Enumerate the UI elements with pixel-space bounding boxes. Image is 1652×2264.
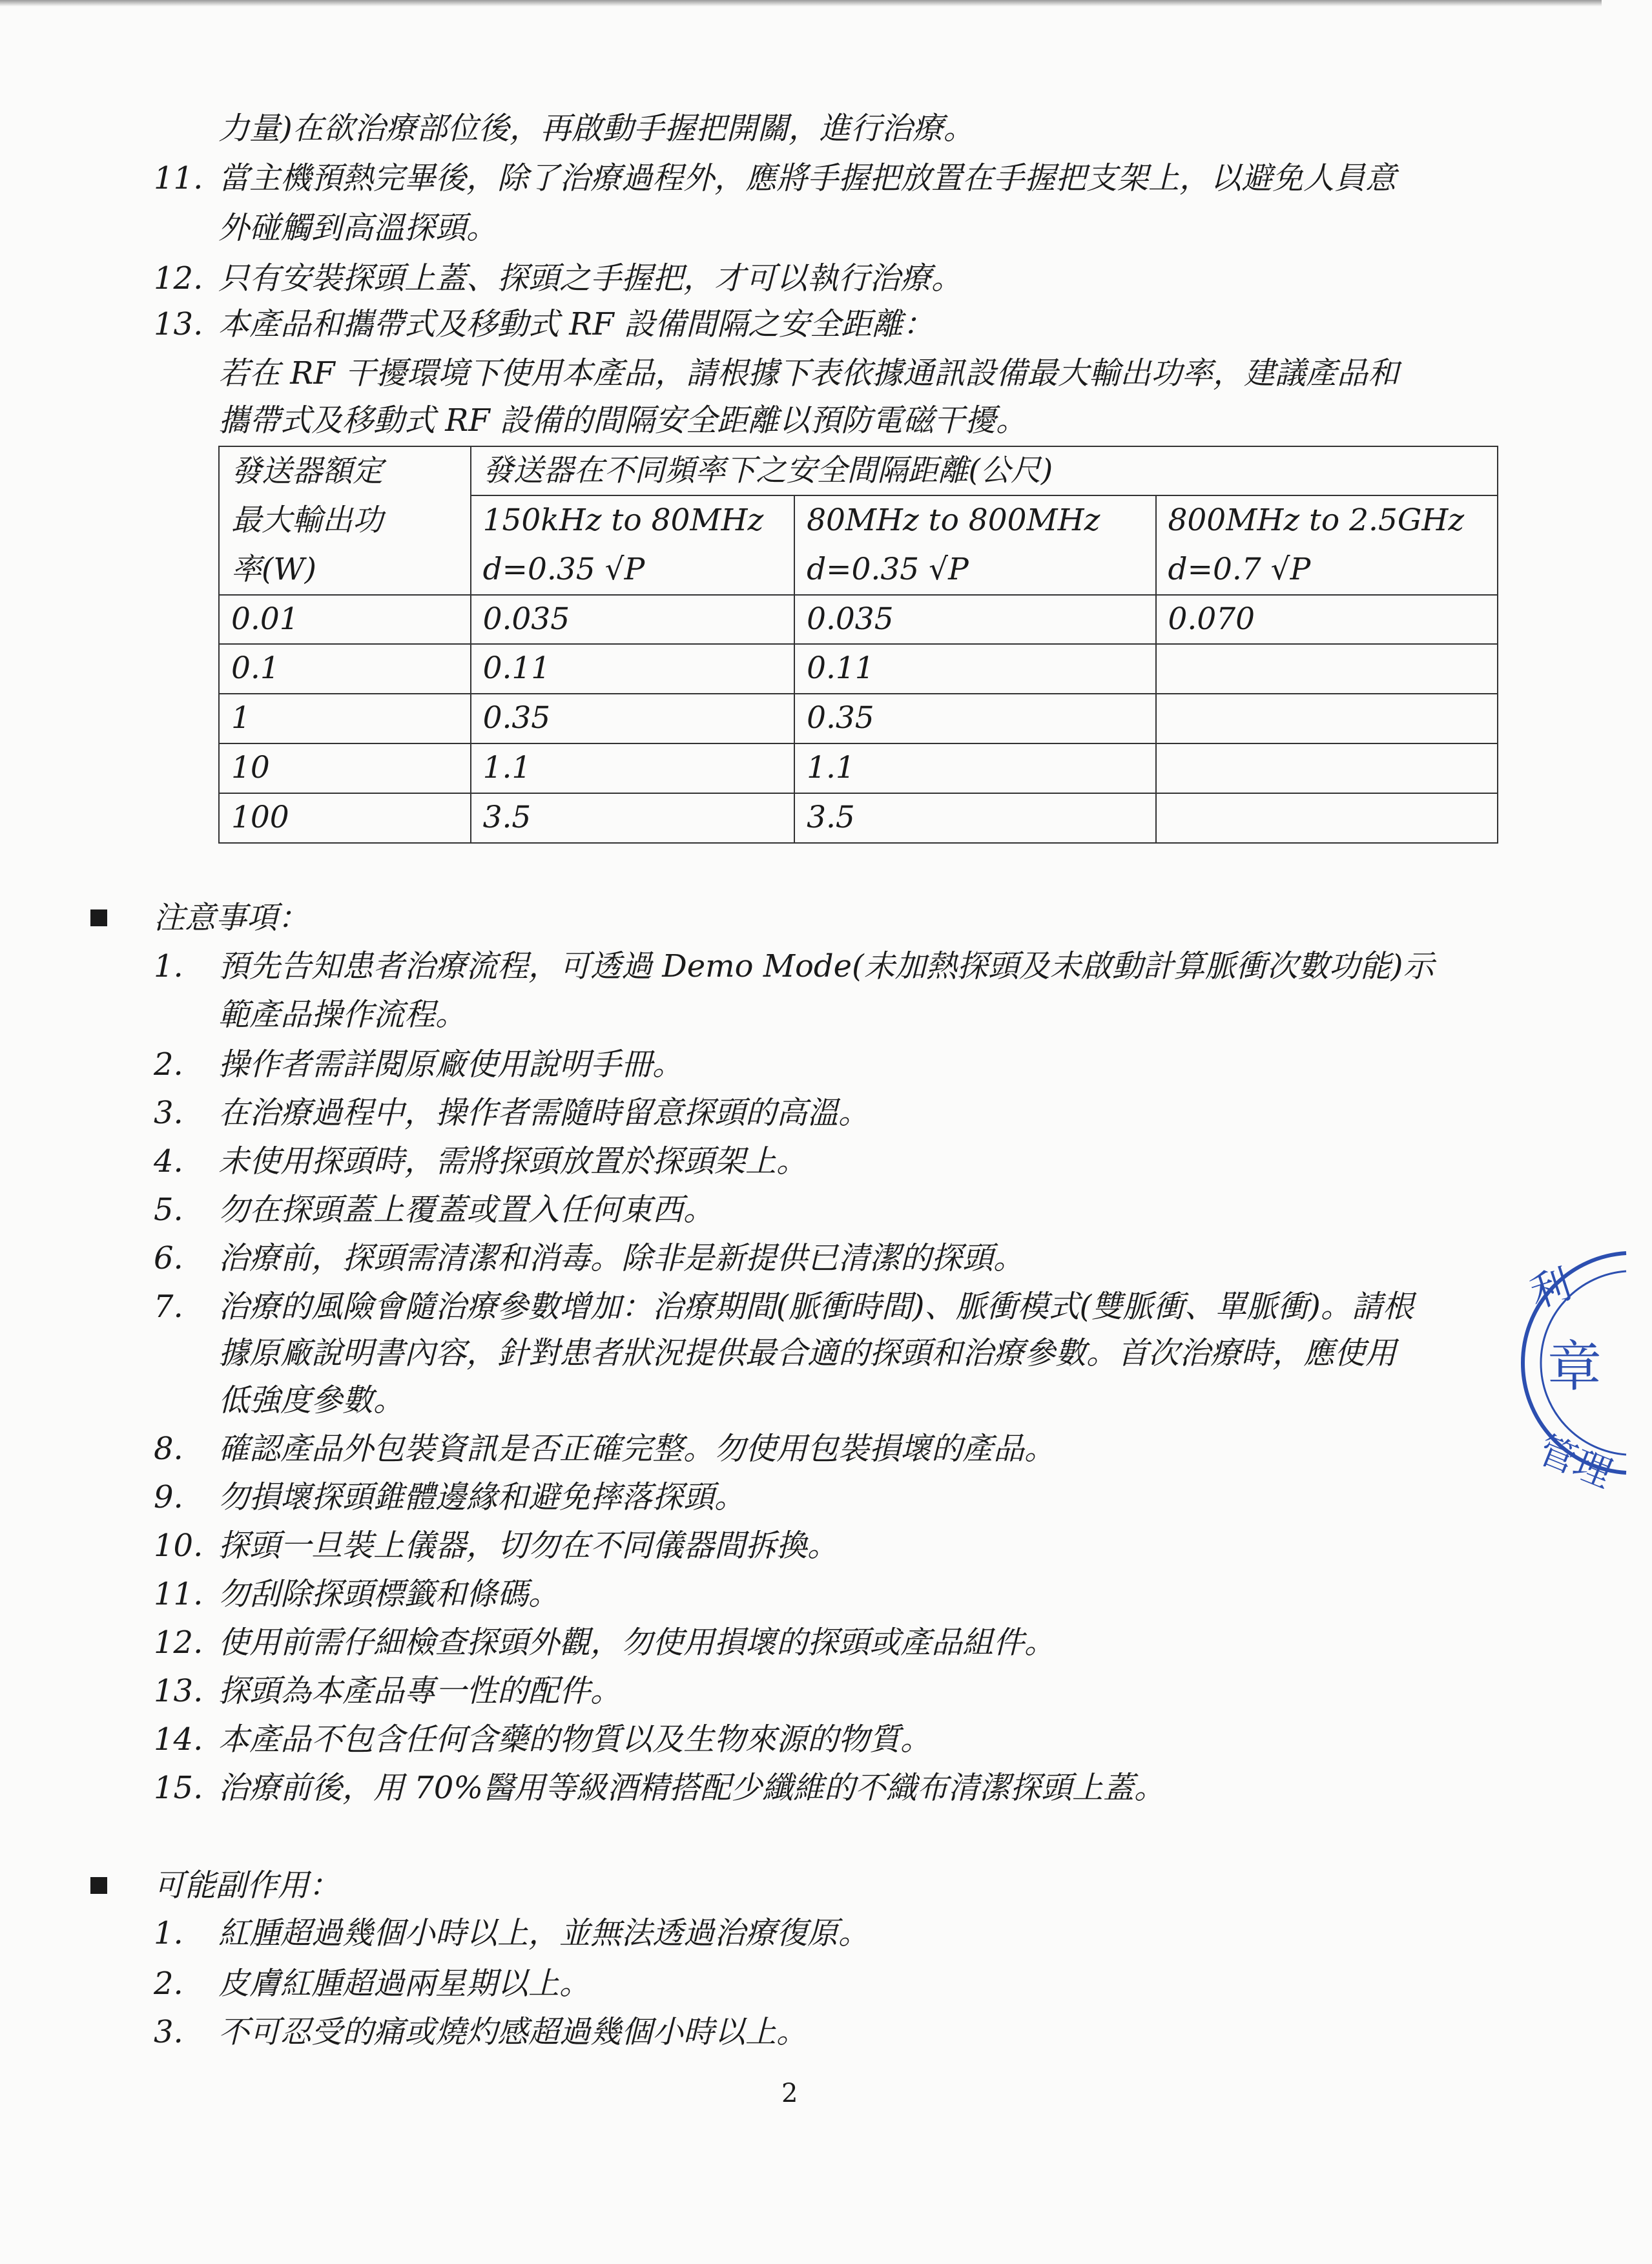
item-text: 操作者需詳閱原廠使用說明手冊。 [218, 1046, 684, 1083]
page-number: 2 [781, 2079, 798, 2108]
distance-cell: 0.070 [1156, 595, 1498, 644]
item-number: 13. [154, 306, 203, 342]
table-column-header: 800MHz to 2.5GHz d=0.7 √P [1156, 495, 1498, 595]
distance-cell: 0.11 [794, 644, 1155, 694]
distance-cell [1156, 793, 1498, 843]
item-number: 6. [154, 1240, 183, 1276]
item-number: 2. [154, 1046, 183, 1083]
item-text: 預先告知患者治療流程，可透過 Demo Mode(未加熱探頭及未啟動計算脈衝次數功能)示 [218, 948, 1434, 984]
table-row [219, 793, 1498, 843]
table-column-header: 150kHz to 80MHz d=0.35 √P [471, 495, 795, 595]
item-number: 5. [154, 1192, 183, 1228]
scan-edge-shadow [0, 0, 1602, 6]
item-text: 勿刮除探頭標籤和條碼。 [218, 1576, 560, 1612]
item-number: 4. [154, 1143, 183, 1179]
item-text: 範產品操作流程。 [218, 997, 467, 1033]
distance-cell: 0.035 [471, 595, 795, 644]
item-text: 治療的風險會隨治療參數增加：治療期間(脈衝時間)、脈衝模式(雙脈衝、單脈衝)。請根 [218, 1289, 1414, 1325]
item-text: 治療前後，用 70%醫用等級酒精搭配少纖維的不織布清潔探頭上蓋。 [218, 1770, 1165, 1806]
item-number: 9. [154, 1479, 183, 1515]
item-text: 治療前，探頭需清潔和消毒。除非是新提供已清潔的探頭。 [218, 1240, 1025, 1276]
item-number: 11. [154, 160, 203, 196]
item-text: 外碰觸到高溫探頭。 [218, 210, 498, 246]
item-number: 14. [154, 1721, 203, 1758]
item-number: 8. [154, 1431, 183, 1467]
distance-cell [1156, 644, 1498, 694]
item-text: 未使用探頭時，需將探頭放置於探頭架上。 [218, 1143, 808, 1179]
distance-cell: 0.35 [471, 694, 795, 743]
item-text: 本產品和攜帶式及移動式 RF 設備間隔之安全距離： [218, 306, 934, 342]
svg-text:利: 利 [1524, 1260, 1577, 1318]
distance-cell: 0.11 [471, 644, 795, 694]
table-row [219, 743, 1498, 793]
distance-cell [1156, 694, 1498, 743]
table-row [219, 694, 1498, 743]
item-text: 在治療過程中，操作者需隨時留意探頭的高溫。 [218, 1095, 870, 1131]
power-cell: 0.01 [219, 595, 471, 644]
item-text: 紅腫超過幾個小時以上，並無法透過治療復原。 [218, 1915, 870, 1951]
item-text: 探頭一旦裝上儀器，切勿在不同儀器間拆換。 [218, 1528, 839, 1564]
item-number: 2. [154, 1966, 183, 2002]
power-cell: 0.1 [219, 644, 471, 694]
item-text: 據原廠說明書內容，針對患者狀況提供最合適的探頭和治療參數。首次治療時，應使用 [218, 1335, 1397, 1371]
item-number: 3. [154, 2014, 183, 2050]
official-stamp [1497, 1240, 1652, 1497]
distance-cell: 3.5 [794, 793, 1155, 843]
item-number: 3. [154, 1095, 183, 1131]
table-row [219, 595, 1498, 644]
item-number: 1. [154, 1915, 183, 1951]
item-text: 使用前需仔細檢查探頭外觀，勿使用損壞的探頭或產品組件。 [218, 1625, 1056, 1661]
item-text: 當主機預熱完畢後，除了治療過程外，應將手握把放置在手握把支架上，以避免人員意 [218, 160, 1397, 196]
section-bullet [90, 909, 107, 926]
item-text: 探頭為本產品專一性的配件。 [218, 1673, 622, 1709]
svg-text:章: 章 [1547, 1335, 1602, 1398]
section-bullet [90, 1877, 107, 1894]
item-text: 勿損壞探頭錐體邊緣和避免摔落探頭。 [218, 1479, 746, 1515]
item-number: 1. [154, 948, 183, 984]
power-cell: 100 [219, 793, 471, 843]
item-number: 10. [154, 1528, 203, 1564]
item-text: 若在 RF 干擾環境下使用本產品，請根據下表依據通訊設備最大輸出功率，建議產品和 [218, 355, 1399, 391]
item-number: 15. [154, 1770, 203, 1806]
item-number: 12. [154, 1625, 203, 1661]
item-text: 不可忍受的痛或燒灼感超過幾個小時以上。 [218, 2014, 808, 2050]
item-number: 12. [154, 260, 203, 296]
item-text: 本產品不包含任何含藥的物質以及生物來源的物質。 [218, 1721, 932, 1758]
svg-text:管理: 管理 [1532, 1427, 1618, 1497]
distance-cell: 0.35 [794, 694, 1155, 743]
table-row [219, 644, 1498, 694]
distance-cell: 3.5 [471, 793, 795, 843]
distance-cell: 1.1 [471, 743, 795, 793]
item-number: 7. [154, 1289, 183, 1325]
table-group-header: 發送器在不同頻率下之安全間隔距離(公尺) [471, 446, 1498, 495]
power-cell: 1 [219, 694, 471, 743]
notes-heading: 注意事項： [154, 900, 309, 936]
distance-cell [1156, 743, 1498, 793]
item-text: 確認產品外包裝資訊是否正確完整。勿使用包裝損壞的產品。 [218, 1431, 1056, 1467]
item-text: 皮膚紅腫超過兩星期以上。 [218, 1966, 591, 2002]
distance-cell: 1.1 [794, 743, 1155, 793]
distance-cell: 0.035 [794, 595, 1155, 644]
item-text: 勿在探頭蓋上覆蓋或置入任何東西。 [218, 1192, 715, 1228]
power-cell: 10 [219, 743, 471, 793]
rf-safety-distance-table [218, 446, 1498, 844]
item-text: 低強度參數。 [218, 1382, 405, 1418]
item-text: 只有安裝探頭上蓋、探頭之手握把，才可以執行治療。 [218, 260, 963, 296]
item-number: 13. [154, 1673, 203, 1709]
continuation-line: 力量)在欲治療部位後，再啟動手握把開關，進行治療。 [218, 110, 975, 147]
side-effects-heading: 可能副作用： [154, 1867, 340, 1904]
table-column-header: 80MHz to 800MHz d=0.35 √P [794, 495, 1155, 595]
item-number: 11. [154, 1576, 203, 1612]
item-text: 攜帶式及移動式 RF 設備的間隔安全距離以預防電磁干擾。 [218, 402, 1027, 439]
table-corner-header: 發送器額定 最大輸出功 率(W) [219, 446, 471, 595]
